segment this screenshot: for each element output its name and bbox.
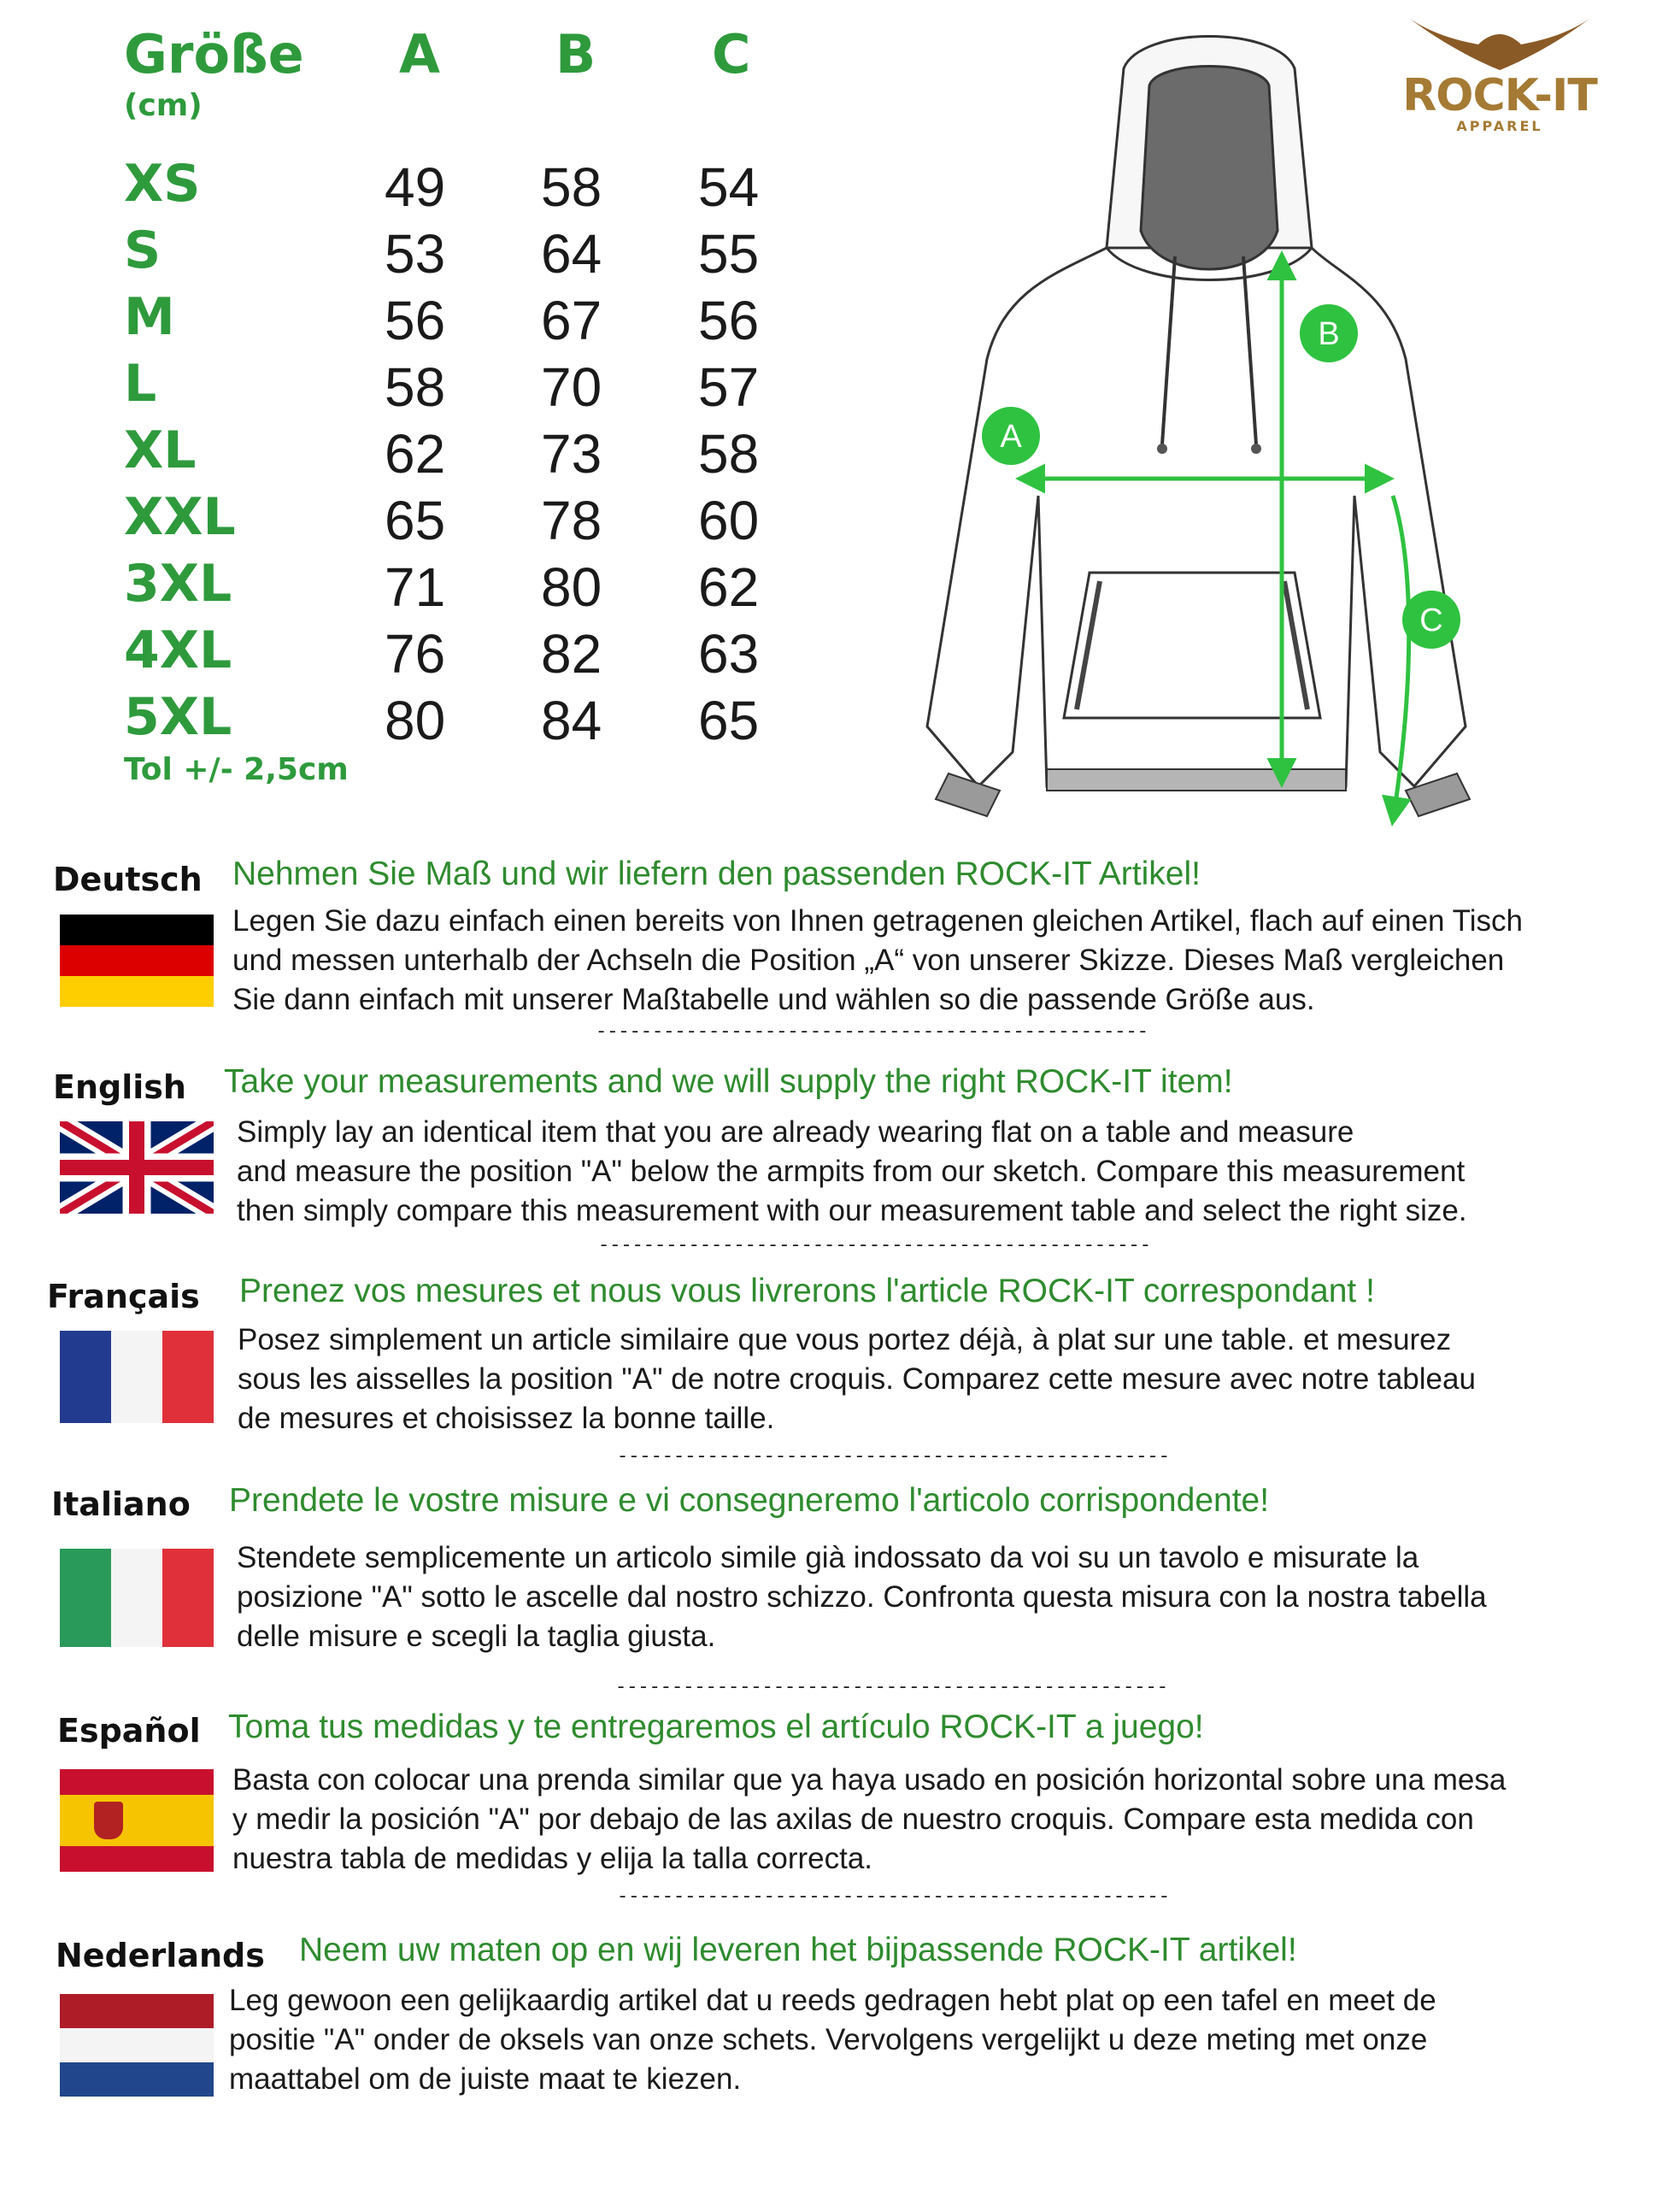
section-body: Simply lay an identical item that you are already wearing flat on a table and measure and measure the position "A" below the armpits from our sketch. Compare this measurement then simply compare this measurement with our measurement table and select the right size.: [237, 1115, 1467, 1227]
language-label: Español: [57, 1712, 201, 1750]
size-label: XXL: [124, 487, 236, 547]
value-c: 54: [698, 156, 760, 218]
section-divider: -------------------------------------------------: [615, 1677, 1168, 1698]
section-divider: -------------------------------------------------: [596, 1021, 1148, 1043]
language-label: Français: [47, 1278, 200, 1315]
hoodie-diagram: [902, 17, 1517, 838]
marker-b-label: B: [1318, 316, 1340, 352]
it-flag-icon: [60, 1549, 214, 1647]
language-label: Italiano: [51, 1485, 191, 1523]
section-headline: Nehmen Sie Maß und wir liefern den passenden ROCK-IT Artikel!: [232, 856, 1201, 892]
section-body: Basta con colocar una prenda similar que ya haya usado en posición horizontal sobre una mesa y medir la posición "A" por debajo de las axilas de nuestro croquis. Compare esta medida con nuestra tabla de medidas y elija la talla correcta.: [232, 1763, 1507, 1875]
size-label: 5XL: [124, 687, 232, 747]
waistband: [1047, 769, 1346, 791]
value-c: 60: [698, 490, 760, 551]
brand-logo: [1384, 10, 1615, 138]
value-a: 65: [385, 490, 446, 551]
value-c: 58: [698, 423, 760, 485]
size-row: [124, 154, 790, 225]
section-headline: Take your measurements and we will supply the right ROCK-IT item!: [224, 1063, 1233, 1100]
value-b: 70: [541, 356, 602, 418]
marker-a-label: A: [1000, 419, 1022, 455]
value-b: 73: [541, 423, 602, 485]
value-c: 62: [698, 556, 760, 618]
section-headline: Neem uw maten op en wij leveren het bijpassende ROCK-IT artikel!: [299, 1932, 1297, 1968]
size-header: Größe: [124, 23, 304, 85]
value-c: 55: [698, 223, 760, 285]
uk-flag-icon: [60, 1121, 214, 1214]
bull-horns-icon: [1384, 10, 1615, 79]
section-headline: Prenez vos mesures et nous vous livrerons l'article ROCK-IT correspondant !: [239, 1273, 1375, 1309]
value-b: 78: [541, 490, 602, 551]
col-b-header: B: [555, 23, 596, 85]
value-a: 49: [385, 156, 446, 218]
logo-subtext: APPAREL: [1456, 118, 1543, 134]
section-body: Posez simplement un article similaire que vous portez déjà, à plat sur une table. et mesurez sous les aisselles la position "A" de notre croquis. Comparez cette mesure avec notre tableau de mesures et choisissez la bonne taille.: [238, 1323, 1476, 1435]
value-a: 58: [385, 356, 446, 418]
section-body: Leg gewoon een gelijkaardig artikel dat u reeds gedragen hebt plat op een tafel en meet de positie "A" onder de oksels van onze schets. Vervolgens vergelijkt u deze meting met onze maattabel om de juiste maat te kiezen.: [229, 1984, 1436, 2096]
size-row: [124, 354, 790, 425]
size-row: [124, 421, 790, 491]
size-label: S: [124, 221, 162, 280]
value-a: 71: [385, 556, 446, 618]
section-divider: -------------------------------------------------: [617, 1446, 1170, 1467]
tolerance-note: Tol +/- 2,5cm: [124, 752, 349, 787]
size-table: [124, 21, 790, 791]
value-a: 76: [385, 623, 446, 685]
value-b: 64: [541, 223, 602, 285]
value-a: 80: [385, 690, 446, 751]
section-divider: -------------------------------------------------: [617, 1886, 1170, 1908]
value-b: 84: [541, 690, 602, 751]
value-b: 58: [541, 156, 602, 218]
language-label: Nederlands: [56, 1937, 265, 1974]
value-a: 62: [385, 423, 446, 485]
section-body: Stendete semplicemente un articolo simile già indossato da voi su un tavolo e misurate la posizione "A" sotto le ascelle dal nostro schizzo. Confronta questa misura con la nostra tabella delle misure e scegli la taglia giusta.: [237, 1541, 1487, 1653]
size-row: [124, 621, 790, 691]
value-a: 56: [385, 290, 446, 351]
size-label: XS: [124, 154, 201, 214]
nl-flag-icon: [60, 1994, 214, 2097]
size-row: [124, 221, 790, 291]
size-label: M: [124, 287, 175, 347]
size-row: [124, 554, 790, 625]
language-label: Deutsch: [53, 861, 203, 898]
size-row: [124, 687, 790, 758]
value-c: 56: [698, 290, 760, 351]
section-headline: Toma tus medidas y te entregaremos el artículo ROCK-IT a juego!: [228, 1709, 1204, 1745]
col-a-header: A: [399, 23, 440, 85]
value-c: 57: [698, 356, 760, 418]
left-cuff: [936, 773, 1000, 816]
hoodie-body: [927, 248, 1466, 786]
language-label: English: [53, 1068, 186, 1106]
value-a: 53: [385, 223, 446, 285]
col-c-header: C: [712, 23, 751, 85]
section-headline: Prendete le vostre misure e vi consegneremo l'articolo corrispondente!: [229, 1482, 1270, 1519]
logo-text: ROCK-IT: [1402, 70, 1597, 121]
es-flag-icon: [60, 1769, 214, 1872]
hood-opening: [1141, 67, 1278, 270]
value-c: 63: [698, 623, 760, 685]
size-label: XL: [124, 421, 197, 480]
value-b: 67: [541, 290, 602, 351]
value-b: 80: [541, 556, 602, 618]
size-label: 3XL: [124, 554, 232, 614]
size-label: 4XL: [124, 621, 232, 680]
size-row: [124, 487, 790, 558]
unit-header: (cm): [124, 88, 203, 123]
section-divider: -------------------------------------------------: [598, 1235, 1151, 1256]
size-row: [124, 287, 790, 358]
size-label: L: [124, 354, 157, 414]
marker-c-label: C: [1419, 603, 1443, 638]
de-flag-icon: [60, 915, 214, 1007]
value-b: 82: [541, 623, 602, 685]
section-body: Legen Sie dazu einfach einen bereits von Ihnen getragenen gleichen Artikel, flach auf einen Tisch und messen unterhalb der Achseln die Position „A“ von unserer Skizze. Dieses Maß vergleichen Sie dann einfach mit unserer Maßtabelle und wählen so die passende Größe aus.: [232, 904, 1523, 1016]
value-c: 65: [698, 690, 760, 751]
fr-flag-icon: [60, 1331, 214, 1423]
